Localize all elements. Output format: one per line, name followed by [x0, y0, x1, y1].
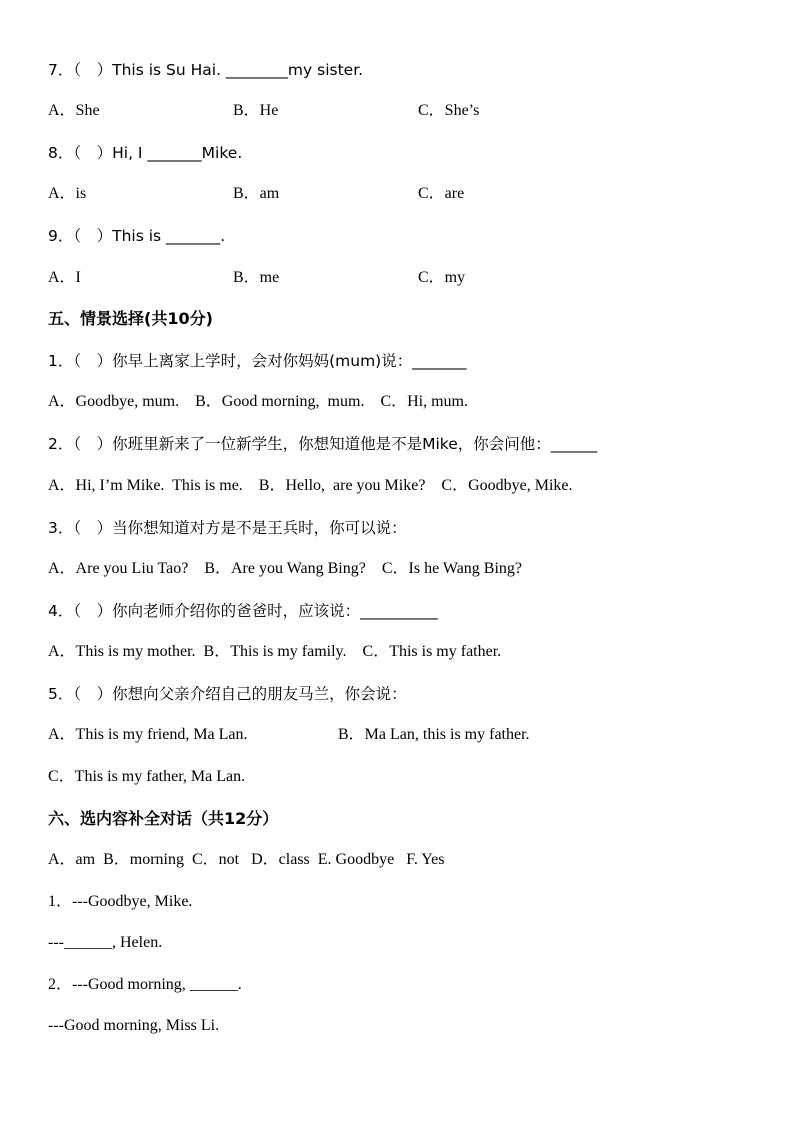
text-line: A．Goodbye, mum. B．Good morning, mum. C．Hi, mum.: [48, 393, 469, 410]
text-line: 2．---Good morning, ______.: [48, 976, 242, 993]
question-line: 9．（ ）This is _______.: [48, 227, 226, 245]
text-line: A．Are you Liu Tao? B．Are you Wang Bing? C．Is he Wang Bing?: [48, 560, 523, 577]
answer-option: A．I: [48, 269, 81, 286]
answer-option: C．She’s: [418, 102, 480, 119]
text-line: A．am B．morning C．not D．class E. Goodbye F. Yes: [48, 851, 445, 868]
section-heading: 五、情景选择(共10分): [48, 309, 213, 328]
answer-option: A．She: [48, 102, 100, 119]
text-line: 1．---Goodbye, Mike.: [48, 893, 193, 910]
text-line: A．Hi, I’m Mike. This is me. B．Hello, are you Mike? C．Goodbye, Mike.: [48, 477, 573, 494]
answer-option: B．am: [233, 185, 280, 202]
question-line: 5．（ ）你想向父亲介绍自己的朋友马兰，你会说：: [48, 685, 407, 703]
answer-option: B．Ma Lan, this is my father.: [338, 726, 530, 743]
answer-option: B．He: [233, 102, 279, 119]
answer-option: A．is: [48, 185, 87, 202]
question-line: 1．（ ）你早上离家上学时，会对你妈妈(mum)说：_______: [48, 352, 467, 370]
text-line: C．This is my father, Ma Lan.: [48, 768, 246, 785]
answer-option: C．are: [418, 185, 465, 202]
question-line: 3．（ ）当你想知道对方是不是王兵时，你可以说：: [48, 519, 407, 537]
section-heading: 六、选内容补全对话（共12分）: [48, 809, 279, 828]
question-line: 8．（ ）Hi, I _______Mike.: [48, 144, 243, 162]
answer-option: C．my: [418, 269, 466, 286]
text-line: ---Good morning, Miss Li.: [48, 1017, 220, 1034]
text-line: A．This is my mother. B．This is my family. C．This is my father.: [48, 643, 502, 660]
question-line: 4．（ ）你向老师介绍你的爸爸时，应该说：__________: [48, 602, 438, 620]
answer-option: B．me: [233, 269, 280, 286]
answer-option: A．This is my friend, Ma Lan.: [48, 726, 248, 743]
text-line: ---______, Helen.: [48, 934, 163, 951]
question-line: 2．（ ）你班里新来了一位新学生，你想知道他是不是Mike，你会问他：______: [48, 435, 598, 453]
question-line: 7．（ ）This is Su Hai. ________my sister.: [48, 61, 364, 79]
